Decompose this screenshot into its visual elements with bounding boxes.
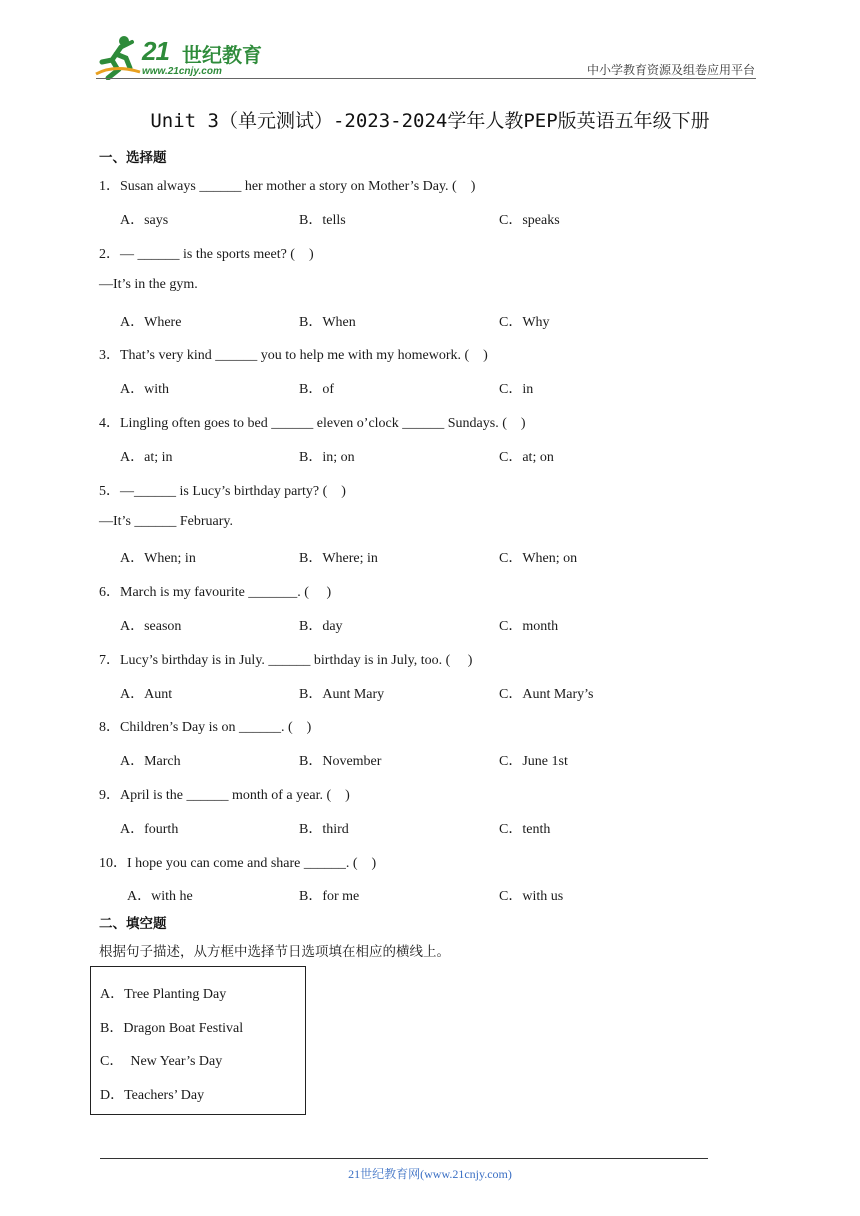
question-6-option-c: C．month bbox=[499, 619, 559, 634]
question-9-option-c: C．tenth bbox=[499, 822, 551, 837]
question-5: 5．—______ is Lucy’s birthday party? ( ) bbox=[99, 484, 346, 499]
question-10-option-a: A．with he bbox=[127, 889, 193, 904]
question-9: 9．April is the ______ month of a year. ( ) bbox=[99, 788, 350, 803]
question-6: 6．March is my favourite _______. ( ) bbox=[99, 585, 332, 600]
question-7: 7．Lucy’s birthday is in July. ______ birthday is in July, too. ( ) bbox=[99, 653, 473, 668]
question-10-option-b: B．for me bbox=[299, 889, 360, 904]
festival-options-box bbox=[90, 966, 306, 1115]
logo-text: 世纪教育 bbox=[182, 43, 262, 67]
question-5-option-b: B．Where; in bbox=[299, 551, 378, 566]
question-1-option-a: A．says bbox=[120, 213, 169, 228]
question-3-option-c: C．in bbox=[499, 382, 534, 397]
question-5-option-c: C．When; on bbox=[499, 551, 578, 566]
question-10: 10．I hope you can come and share ______. ( ) bbox=[99, 856, 377, 871]
question-1-option-b: B．tells bbox=[299, 213, 346, 228]
question-2: 2．— ______ is the sports meet? ( ) bbox=[99, 247, 314, 262]
question-2-option-c: C．Why bbox=[499, 315, 550, 330]
section-heading-choice: 一、选择题 bbox=[99, 150, 167, 166]
page-title: Unit 3（单元测试）-2023-2024学年人教PEP版英语五年级下册 bbox=[150, 110, 710, 132]
question-2-option-a: A．Where bbox=[120, 315, 182, 330]
box-item-a: A．Tree Planting Day bbox=[100, 987, 227, 1002]
platform-tagline: 中小学教育资源及组卷应用平台 bbox=[586, 63, 755, 77]
question-8: 8．Children’s Day is on ______. ( ) bbox=[99, 720, 312, 735]
site-logo bbox=[94, 34, 264, 80]
question-5-answer-line: —It’s ______ February. bbox=[99, 514, 234, 529]
section-heading-fill: 二、填空题 bbox=[99, 916, 167, 932]
footer-link[interactable]: 21世纪教育网(www.21cnjy.com) bbox=[348, 1167, 512, 1181]
logo-url: www.21cnjy.com bbox=[142, 66, 222, 77]
question-1-option-c: C．speaks bbox=[499, 213, 560, 228]
question-4-option-c: C．at; on bbox=[499, 450, 554, 465]
fill-instruction: 根据句子描述，从方框中选择节日选项填在相应的横线上。 bbox=[99, 944, 450, 960]
question-3: 3．That’s very kind ______ you to help me with my homework. ( ) bbox=[99, 348, 488, 363]
question-3-option-b: B．of bbox=[299, 382, 334, 397]
question-4-option-b: B．in; on bbox=[299, 450, 355, 465]
question-8-option-b: B．November bbox=[299, 754, 382, 769]
box-item-d: D．Teachers’ Day bbox=[100, 1088, 205, 1103]
runner-logo-icon bbox=[94, 34, 142, 80]
question-2-answer-line: —It’s in the gym. bbox=[99, 277, 198, 292]
question-9-option-a: A．fourth bbox=[120, 822, 179, 837]
question-7-option-b: B．Aunt Mary bbox=[299, 687, 385, 702]
logo-number: 21 bbox=[142, 36, 169, 66]
question-7-option-c: C．Aunt Mary’s bbox=[499, 687, 594, 702]
question-6-option-b: B．day bbox=[299, 619, 343, 634]
question-3-option-a: A．with bbox=[120, 382, 169, 397]
question-6-option-a: A．season bbox=[120, 619, 182, 634]
box-item-c: C． New Year’s Day bbox=[100, 1054, 223, 1069]
question-9-option-b: B．third bbox=[299, 822, 349, 837]
question-8-option-c: C．June 1st bbox=[499, 754, 568, 769]
question-10-option-c: C．with us bbox=[499, 889, 564, 904]
header-divider bbox=[96, 78, 756, 79]
question-4-option-a: A．at; in bbox=[120, 450, 173, 465]
question-7-option-a: A．Aunt bbox=[120, 687, 173, 702]
question-8-option-a: A．March bbox=[120, 754, 181, 769]
question-4: 4．Lingling often goes to bed ______ eleven o’clock ______ Sundays. ( ) bbox=[99, 416, 526, 431]
box-item-b: B．Dragon Boat Festival bbox=[100, 1021, 244, 1036]
question-1: 1．Susan always ______ her mother a story on Mother’s Day. ( ) bbox=[99, 179, 476, 194]
question-5-option-a: A．When; in bbox=[120, 551, 196, 566]
footer-divider bbox=[100, 1158, 708, 1159]
question-2-option-b: B．When bbox=[299, 315, 356, 330]
